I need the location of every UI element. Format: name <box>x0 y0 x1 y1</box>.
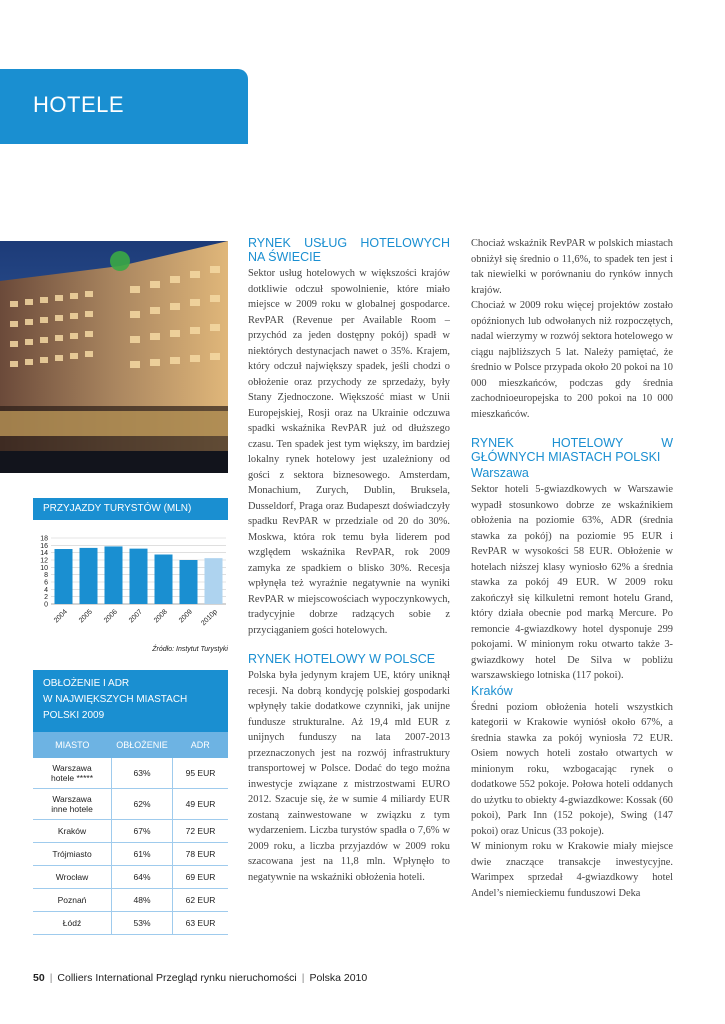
y-tick-label: 16 <box>40 542 48 550</box>
article-column-1 <box>248 236 450 885</box>
adr-cell: 78 EUR <box>173 843 229 866</box>
paragraph: Sektor usług hotelowych w większości krajów dotkliwie odczuł spowolnienie, które miało miejsce w 2009 roku w globalnej gospodarce. RevPAR (Revenue per Available Room – przychód za jeden dostępny pokój) spadł w niektórych destynacjach nawet o 35%. Krajem, który odczuł największy spadek, jeśli chodzi o obłożenie oraz przychody ze sprzedaży, były Stany Zjednoczone. Większość miast w Unii Europejskiej, Rosji oraz na Ukrainie odczuwa spadki wskaźnika RevPAR już od dłuższego czasu. Ten spadek jest tym większy, im bardziej lokalny rynek hotelowy jest uzależniony od gości z sektora biznesowego. Amsterdam, Monachium, Zurych, Dublin, Bruksela, Dusseldorf, Praga oraz Budapeszt doświadczyły spadku RevPAR w przedziale od 20 do 30%. Moskwa, która rok temu była liderem pod względem wskaźnika RevPAR, rok 2009 zamyka ze spadkiem o blisko 30%. Recesja wpłynęła też wyraźnie negatywnie na wyniki RevPAR w miejscowościach wypoczynkowych, tradycyjnie dobrze radzących sobie z przyciąganiem gości hotelowych. <box>248 268 450 636</box>
table-row <box>33 912 228 935</box>
table-row <box>33 789 228 820</box>
city-name: Warszawa <box>52 763 92 773</box>
bar-2007 <box>130 549 148 604</box>
bar-2010p <box>205 558 223 604</box>
occupancy-cell: 63% <box>112 758 173 789</box>
occupancy-cell: 53% <box>112 912 173 935</box>
table-title-line: W NAJWIĘKSZYCH MIASTACH <box>43 694 188 705</box>
adr-cell: 72 EUR <box>173 820 229 843</box>
table-row <box>33 758 228 789</box>
footer-separator: | <box>301 972 305 984</box>
table-row <box>33 866 228 889</box>
city-subtitle: hotele ***** <box>50 773 94 783</box>
y-tick-label: 10 <box>40 564 48 572</box>
page-number: 50 <box>33 972 45 984</box>
city-cell <box>33 789 112 820</box>
adr-cell: 69 EUR <box>173 866 229 889</box>
table-header-row <box>33 732 228 758</box>
paragraph: W minionym roku w Krakowie miały miejsce dwie znaczące transakcje inwestycyjne. Warimpex sprzedał 4-gwiazdkowy hotel Andel’s niemieckiemu funduszowi Deka <box>471 841 673 899</box>
city-cell <box>33 758 112 789</box>
column-header-occupancy: OBŁOŻENIE <box>112 732 173 758</box>
y-tick-label: 6 <box>44 579 48 587</box>
city-subtitle: inne hotele <box>51 804 93 814</box>
occupancy-cell: 48% <box>112 889 173 912</box>
bar-2006 <box>105 546 123 604</box>
bar-2008 <box>155 555 173 605</box>
chart-source: Źródło: Instytut Turystyki <box>152 646 228 653</box>
y-tick-label: 4 <box>44 586 48 594</box>
subheading-krakow: Kraków <box>471 683 513 698</box>
paragraph: Sektor hoteli 5-gwiazdkowych w Warszawie wypadł stosunkowo dobrze ze wskaźnikiem obłożenia na poziomie 63%, ADR (średnia stawka za pokój) na poziomie 95 EUR i RevPAR w wysokości 58 EUR. Obłożenie w hotelach niższej klasy wyniosło 62% a średnia stawka za pokój 49 EUR. W 2009 roku zakończył się kilkuletni remont hotelu Grand, który działa obecnie pod marką Mercure. Po remoncie 4-gwiazdkowy hotel dysponuje 299 pokojami. W minionym roku otwarto także 3-gwiazdkowy hotel De Silva w pobliżu warszawskiego lotniska (117 pokoi). <box>471 484 673 681</box>
table-row <box>33 820 228 843</box>
paragraph: Polska była jedynym krajem UE, który uniknął recesji. Na dobrą kondycję polskiej gospodarki wpłynęły takie dodatkowe czynniki, jak unijne fundusze strukturalne. Aż 19,4 mld EUR z unijnych funduszy na lata 2007-2013 przeznaczonych jest na rozwój infrastruktury transportowej w Polsce. Dodać do tego można inwestycje związane z mistrzostwami EURO 2012. Szacuje się, że w sumie 4 miliardy EUR zostaną zainwestowane w związku z tym wydarzeniem. Liczba turystów spadła o 7,6% w 2009 roku, a liczba przyjazdów w 2009 roku szacowana jest na 11,8 mln. Wpłynęło to negatywnie na wskaźniki obłożenia hoteli. <box>248 670 450 883</box>
adr-cell: 62 EUR <box>173 889 229 912</box>
section-heading-world-hotel-market: RYNEK USŁUG HOTELOWYCH NA ŚWIECIE <box>248 236 450 264</box>
hotel-illustration <box>0 241 228 473</box>
x-tick-label: 2004 <box>52 608 69 625</box>
edition-name: Polska 2010 <box>309 972 368 984</box>
x-tick-label: 2008 <box>152 608 169 625</box>
occupancy-cell: 67% <box>112 820 173 843</box>
bar-2004 <box>55 549 73 604</box>
table-title-line: OBŁOŻENIE I ADR <box>43 678 130 689</box>
occupancy-cell: 64% <box>112 866 173 889</box>
occupancy-cell: 62% <box>112 789 173 820</box>
y-tick-label: 14 <box>40 550 48 558</box>
section-heading-main-cities: RYNEK HOTELOWY W GŁÓWNYCH MIASTACH POLSKI <box>471 436 673 464</box>
x-tick-label: 2005 <box>77 608 94 625</box>
occupancy-adr-table <box>33 670 228 935</box>
city-cell: Kraków <box>33 820 112 843</box>
hotel-photo <box>0 241 228 473</box>
table-title-line: POLSKI 2009 <box>43 710 105 721</box>
paragraph: Chociaż w 2009 roku więcej projektów zostało opóźnionych lub odwołanych niż rozpoczętych, nadal wierzymy w rozwój sektora hotelowego w ciągu najbliższych 5 lat. Należy pamiętać, że średnio w Polsce przypada około 20 pokoi na 10 000 mieszkańców, podczas gdy średnia zachodnioeuropejska to 200 pokoi na 10 000 mieszkańców. <box>471 300 674 420</box>
city-cell: Łódź <box>33 912 112 935</box>
column-header-adr: ADR <box>173 732 229 758</box>
city-cell: Wrocław <box>33 866 112 889</box>
page-footer <box>33 972 367 984</box>
y-tick-label: 2 <box>44 594 48 602</box>
table-title <box>33 670 228 732</box>
y-tick-label: 8 <box>44 572 48 580</box>
page-title: HOTELE <box>33 92 125 117</box>
table <box>33 732 228 935</box>
x-tick-label: 2009 <box>177 608 194 625</box>
x-tick-label: 2010p <box>200 608 219 628</box>
column-header-city: MIASTO <box>33 732 112 758</box>
chart-title: PRZYJAZDY TURYSTÓW (MLN) <box>33 498 228 520</box>
city-cell: Trójmiasto <box>33 843 112 866</box>
y-tick-label: 0 <box>44 601 48 609</box>
section-heading-poland-hotel-market: RYNEK HOTELOWY W POLSCE <box>248 652 436 666</box>
x-tick-label: 2006 <box>102 608 119 625</box>
x-tick-label: 2007 <box>127 608 144 625</box>
table-row <box>33 889 228 912</box>
y-tick-label: 18 <box>40 535 48 543</box>
bar-2009 <box>180 560 198 604</box>
adr-cell: 95 EUR <box>173 758 229 789</box>
bar-2005 <box>80 548 98 604</box>
subheading-warszawa: Warszawa <box>471 466 529 480</box>
occupancy-cell: 61% <box>112 843 173 866</box>
paragraph: Średni poziom obłożenia hoteli wszystkich kategorii w Krakowie wyniósł około 67%, a średnia stawka za pokój wyniosła 72 EUR. Osiem nowych hoteli zostało otwartych w minionym roku, wzbogacając rynek o dodatkowe 552 pokoje. Połowa hoteli oddanych do użytku to obiekty 4-gwiazdkowe: Kossak (60 pokoi), Park Inn (152 pokoje), Swing (147 pokoi) oraz Unicus (33 pokoje). <box>471 701 674 837</box>
city-cell: Poznań <box>33 889 112 912</box>
paragraph: Chociaż wskaźnik RevPAR w polskich miastach obniżył się średnio o 11,6%, to spadek ten jest i tak niewielki w porównaniu do rynków innych krajów. <box>471 238 673 296</box>
adr-cell: 63 EUR <box>173 912 229 935</box>
y-tick-label: 12 <box>40 557 48 565</box>
tourist-arrivals-chart <box>33 498 228 658</box>
table-row <box>33 843 228 866</box>
footer-separator: | <box>49 972 53 984</box>
adr-cell: 49 EUR <box>173 789 229 820</box>
publication-name: Colliers International Przegląd rynku nieruchomości <box>57 972 297 984</box>
article-column-2 <box>471 236 673 901</box>
city-name: Warszawa <box>52 794 92 804</box>
